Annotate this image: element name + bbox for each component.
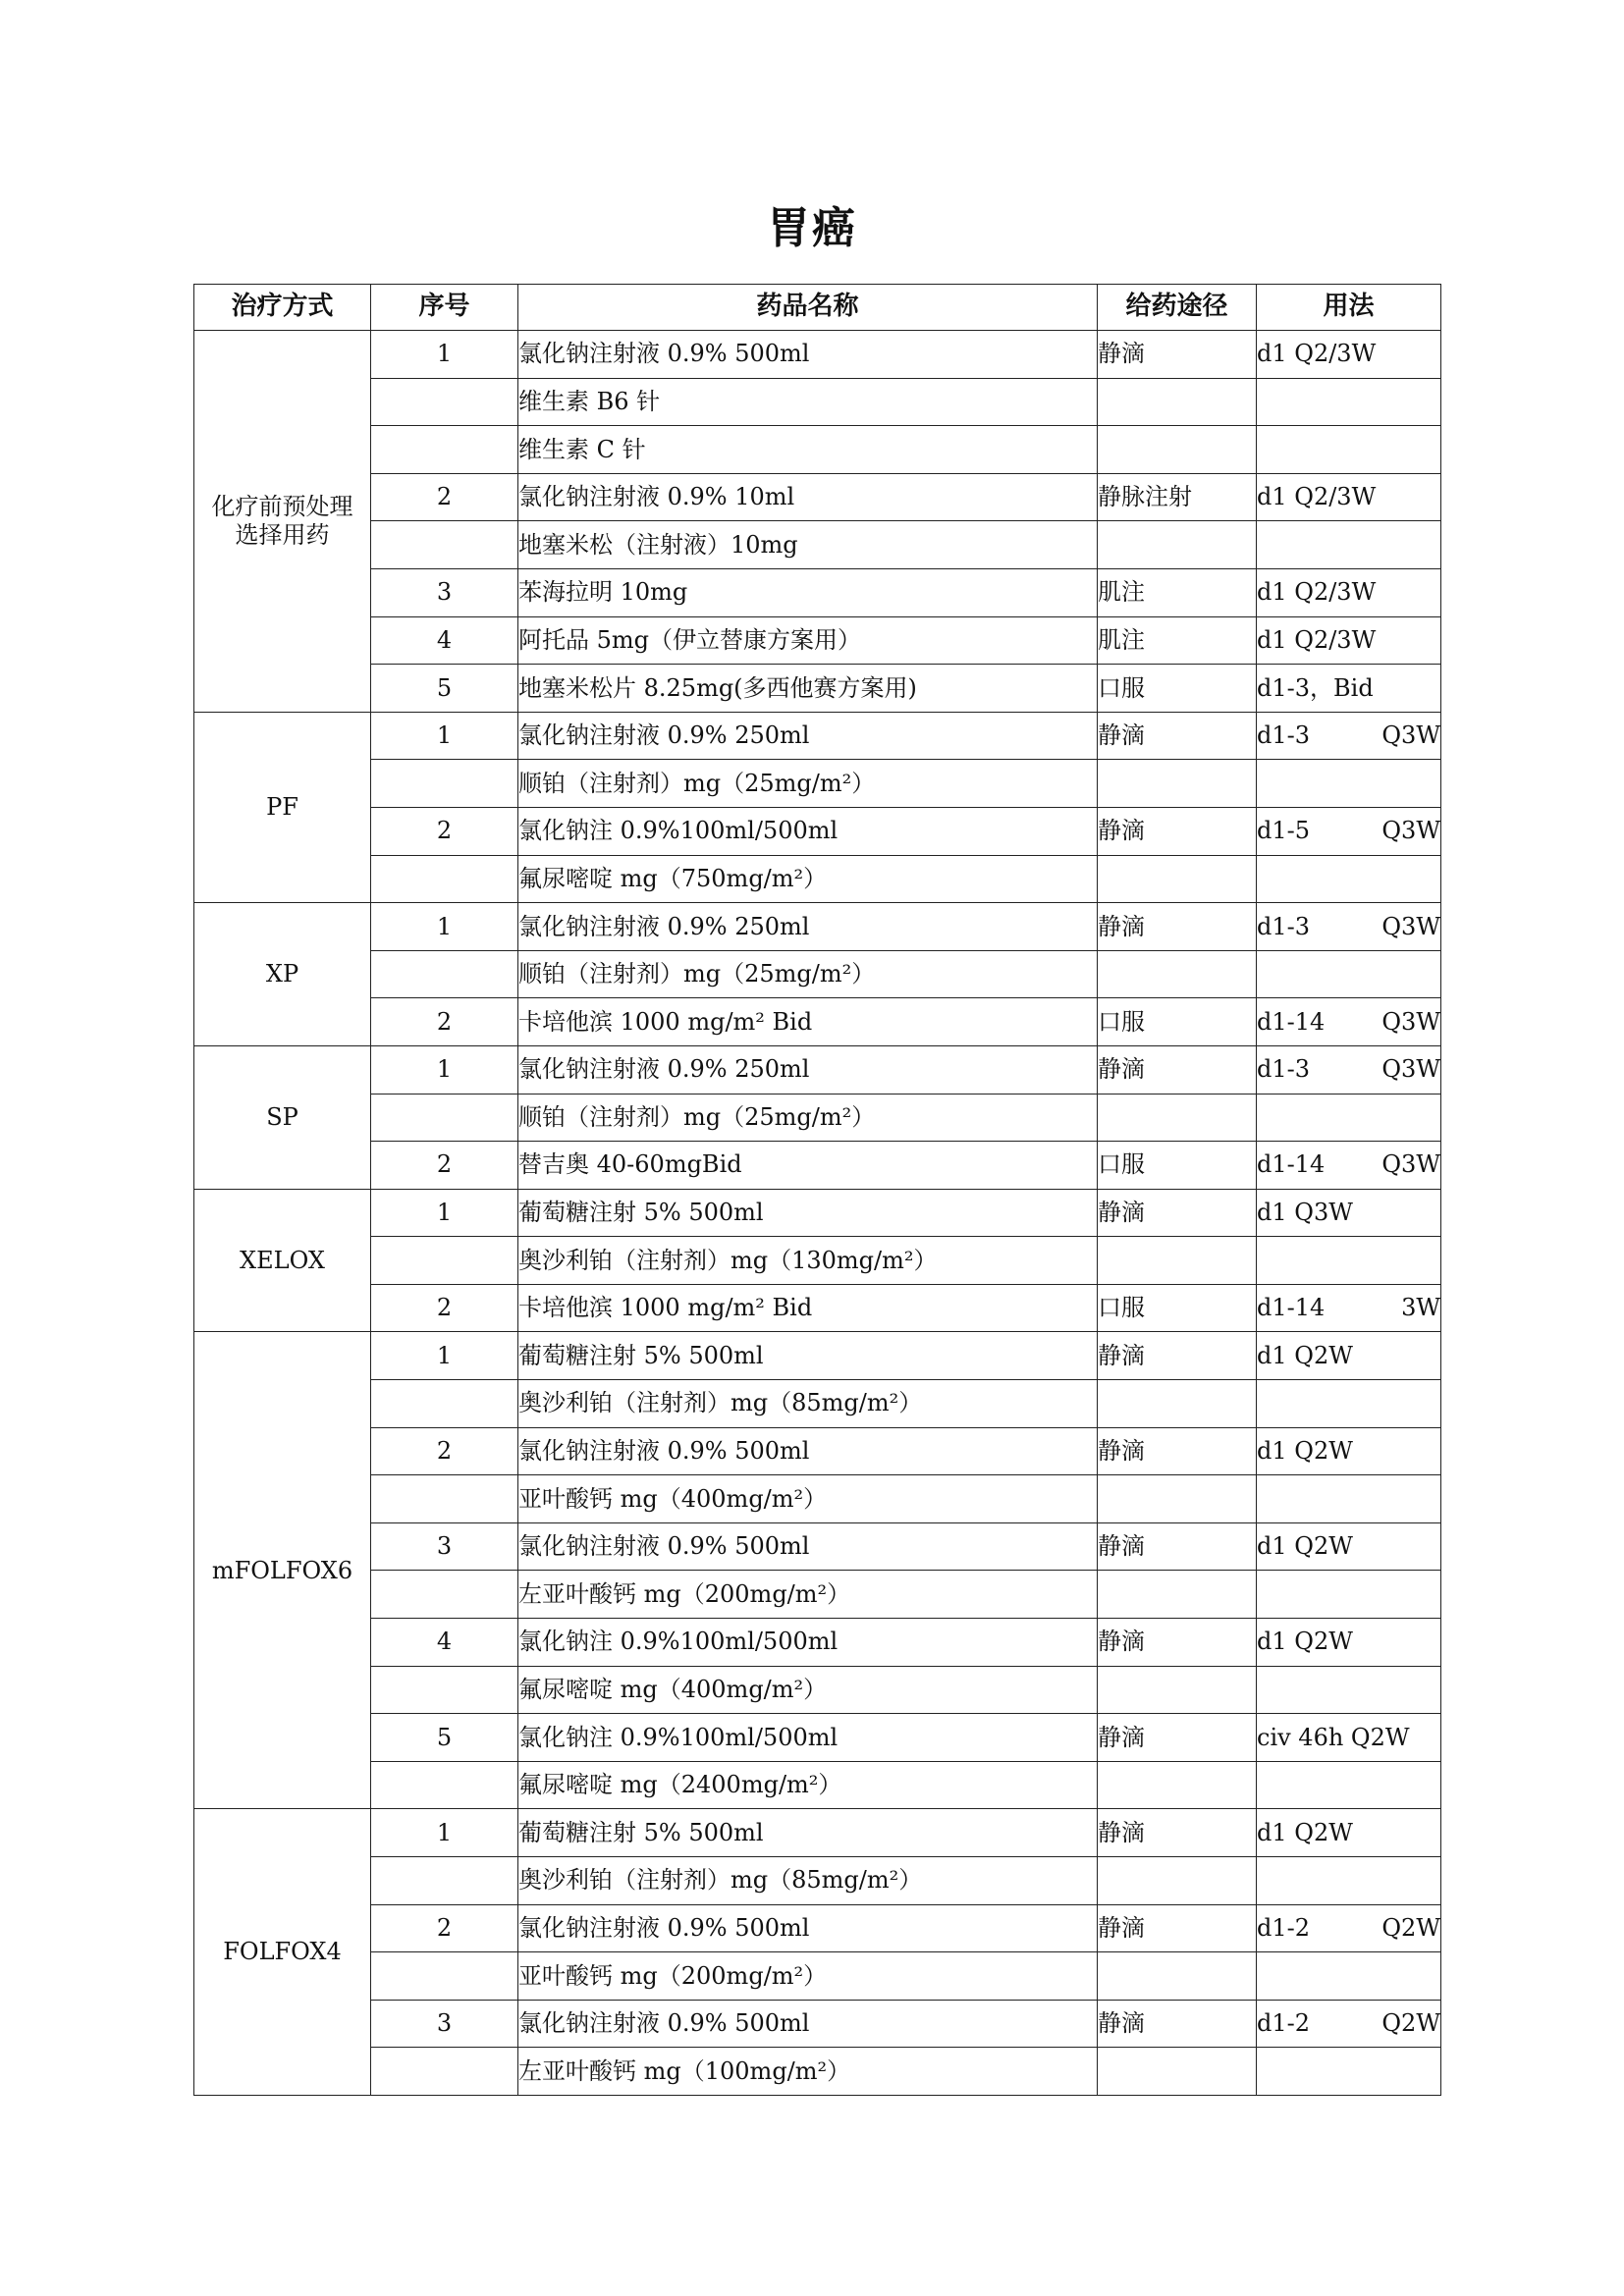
drug-name-cell: 替吉奥 40-60mgBid	[518, 1142, 1098, 1190]
usage-cell	[1257, 855, 1441, 903]
seq-cell	[371, 1761, 518, 1809]
table-row	[194, 1475, 1441, 1523]
usage-parts	[1257, 1008, 1440, 1037]
drug-name-cell: 维生素 C 针	[518, 426, 1098, 474]
usage-parts	[1257, 674, 1440, 703]
usage-cell	[1257, 1619, 1441, 1667]
table-row	[194, 1380, 1441, 1428]
drug-name-cell: 顺铂（注射剂）mg（25mg/m²）	[518, 950, 1098, 998]
usage-cell	[1257, 712, 1441, 760]
treatment-group-label: XELOX	[240, 1246, 325, 1274]
usage-parts	[1257, 1199, 1440, 1227]
drug-name-cell: 氯化钠注射液 0.9% 250ml	[518, 712, 1098, 760]
table-row	[194, 903, 1441, 951]
treatment-group-cell	[194, 331, 371, 713]
table-row	[194, 426, 1441, 474]
drug-name-cell: 氯化钠注射液 0.9% 500ml	[518, 1522, 1098, 1571]
usage-cell	[1257, 378, 1441, 426]
table-row	[194, 950, 1441, 998]
table-row	[194, 1666, 1441, 1714]
usage-cell	[1257, 1857, 1441, 1905]
route-cell: 静滴	[1098, 1904, 1257, 1952]
seq-cell: 1	[371, 1332, 518, 1380]
seq-cell: 1	[371, 1189, 518, 1237]
table-row	[194, 665, 1441, 713]
seq-cell: 1	[371, 712, 518, 760]
usage-cell	[1257, 1189, 1441, 1237]
seq-cell	[371, 855, 518, 903]
usage-part: d1-3	[1257, 721, 1311, 750]
route-cell: 静脉注射	[1098, 473, 1257, 521]
treatment-group-cell	[194, 1332, 371, 1809]
drug-name-cell: 氯化钠注射液 0.9% 250ml	[518, 1045, 1098, 1094]
table-row	[194, 568, 1441, 616]
seq-cell: 3	[371, 568, 518, 616]
seq-cell	[371, 1571, 518, 1619]
route-cell	[1098, 2048, 1257, 2096]
usage-cell	[1257, 1475, 1441, 1523]
drug-name-cell: 葡萄糖注射 5% 500ml	[518, 1809, 1098, 1857]
route-cell	[1098, 1237, 1257, 1285]
usage-parts	[1257, 626, 1440, 655]
drug-name-cell: 氯化钠注射液 0.9% 500ml	[518, 1904, 1098, 1952]
treatment-group-label: 选择用药	[235, 520, 330, 549]
usage-cell	[1257, 1142, 1441, 1190]
drug-name-cell: 阿托品 5mg（伊立替康方案用）	[518, 616, 1098, 665]
usage-cell	[1257, 665, 1441, 713]
seq-cell: 2	[371, 1142, 518, 1190]
seq-cell: 2	[371, 807, 518, 855]
seq-cell: 1	[371, 1045, 518, 1094]
usage-parts	[1257, 817, 1440, 845]
treatment-group-cell	[194, 712, 371, 902]
usage-part: d1 Q2W	[1257, 1818, 1353, 1846]
usage-cell	[1257, 426, 1441, 474]
table-row	[194, 616, 1441, 665]
usage-cell	[1257, 521, 1441, 569]
route-cell	[1098, 1475, 1257, 1523]
usage-cell	[1257, 950, 1441, 998]
seq-cell	[371, 2048, 518, 2096]
seq-cell: 3	[371, 2000, 518, 2048]
table-row	[194, 1952, 1441, 2001]
seq-cell: 4	[371, 1619, 518, 1667]
usage-cell	[1257, 1237, 1441, 1285]
usage-part: d1 Q2W	[1257, 1341, 1353, 1369]
table-row	[194, 1237, 1441, 1285]
usage-part: d1-14	[1257, 1007, 1326, 1036]
usage-parts	[1257, 340, 1440, 368]
drug-name-cell: 亚叶酸钙 mg（400mg/m²）	[518, 1475, 1098, 1523]
seq-cell	[371, 1666, 518, 1714]
table-row	[194, 378, 1441, 426]
route-cell: 静滴	[1098, 1189, 1257, 1237]
table-header-row	[194, 285, 1441, 331]
table-row	[194, 1332, 1441, 1380]
usage-part: d1 Q2/3W	[1257, 340, 1377, 368]
header-drug: 药品名称	[518, 285, 1098, 331]
drug-name-cell: 卡培他滨 1000 mg/m² Bid	[518, 1284, 1098, 1332]
usage-part: d1-3，Bid	[1257, 673, 1374, 702]
regimen-table	[193, 284, 1441, 2096]
table-row	[194, 1761, 1441, 1809]
usage-part: d1-14	[1257, 1150, 1326, 1179]
seq-cell	[371, 760, 518, 808]
table-row	[194, 1619, 1441, 1667]
seq-cell: 5	[371, 665, 518, 713]
usage-cell	[1257, 616, 1441, 665]
usage-parts	[1257, 1724, 1440, 1752]
route-cell: 口服	[1098, 1142, 1257, 1190]
usage-cell	[1257, 760, 1441, 808]
table-row	[194, 1571, 1441, 1619]
route-cell: 口服	[1098, 998, 1257, 1046]
route-cell	[1098, 1952, 1257, 2001]
usage-part: d1-14	[1257, 1294, 1326, 1322]
route-cell	[1098, 1761, 1257, 1809]
usage-cell	[1257, 2000, 1441, 2048]
table-row	[194, 807, 1441, 855]
seq-cell	[371, 426, 518, 474]
drug-name-cell: 左亚叶酸钙 mg（100mg/m²）	[518, 2048, 1098, 2096]
route-cell	[1098, 1094, 1257, 1142]
table-row	[194, 1522, 1441, 1571]
drug-name-cell: 左亚叶酸钙 mg（200mg/m²）	[518, 1571, 1098, 1619]
header-route: 给药途径	[1098, 285, 1257, 331]
drug-name-cell: 氯化钠注射液 0.9% 250ml	[518, 903, 1098, 951]
usage-part: d1 Q2W	[1257, 1437, 1353, 1466]
drug-name-cell: 地塞米松片 8.25mg(多西他赛方案用)	[518, 665, 1098, 713]
route-cell: 肌注	[1098, 616, 1257, 665]
treatment-group-cell	[194, 1189, 371, 1332]
usage-parts	[1257, 1628, 1440, 1656]
usage-cell	[1257, 1522, 1441, 1571]
route-cell	[1098, 855, 1257, 903]
table-row	[194, 521, 1441, 569]
header-seq: 序号	[371, 285, 518, 331]
usage-part: Q2W	[1381, 1913, 1440, 1942]
route-cell: 静滴	[1098, 1332, 1257, 1380]
usage-parts	[1257, 2009, 1440, 2038]
drug-name-cell: 氯化钠注射液 0.9% 500ml	[518, 1427, 1098, 1475]
usage-part: Q2W	[1381, 2009, 1440, 2038]
usage-parts	[1257, 1055, 1440, 1084]
usage-part: civ 46h Q2W	[1257, 1723, 1410, 1751]
usage-parts	[1257, 483, 1440, 511]
usage-part: Q3W	[1381, 1007, 1440, 1036]
table-row	[194, 1904, 1441, 1952]
treatment-group-cell	[194, 1045, 371, 1189]
table-row	[194, 1189, 1441, 1237]
seq-cell: 2	[371, 998, 518, 1046]
table-row	[194, 2000, 1441, 2048]
usage-part: Q3W	[1381, 912, 1440, 940]
drug-name-cell: 维生素 B6 针	[518, 378, 1098, 426]
usage-parts	[1257, 1437, 1440, 1466]
usage-cell	[1257, 1332, 1441, 1380]
seq-cell	[371, 1094, 518, 1142]
drug-name-cell: 氟尿嘧啶 mg（400mg/m²）	[518, 1666, 1098, 1714]
route-cell: 静滴	[1098, 331, 1257, 379]
seq-cell	[371, 1952, 518, 2001]
usage-cell	[1257, 1380, 1441, 1428]
usage-parts	[1257, 578, 1440, 607]
usage-part: d1 Q2W	[1257, 1532, 1353, 1561]
treatment-group-label: XP	[265, 960, 299, 988]
usage-cell	[1257, 1952, 1441, 2001]
table-row	[194, 1284, 1441, 1332]
usage-cell	[1257, 1284, 1441, 1332]
seq-cell: 2	[371, 473, 518, 521]
route-cell: 静滴	[1098, 1619, 1257, 1667]
table-row	[194, 1427, 1441, 1475]
usage-part: d1-3	[1257, 1055, 1311, 1084]
table-row	[194, 760, 1441, 808]
usage-cell	[1257, 1761, 1441, 1809]
usage-cell	[1257, 998, 1441, 1046]
drug-name-cell: 卡培他滨 1000 mg/m² Bid	[518, 998, 1098, 1046]
drug-name-cell: 奥沙利铂（注射剂）mg（130mg/m²）	[518, 1237, 1098, 1285]
usage-cell	[1257, 568, 1441, 616]
drug-name-cell: 葡萄糖注射 5% 500ml	[518, 1332, 1098, 1380]
usage-cell	[1257, 1809, 1441, 1857]
route-cell	[1098, 378, 1257, 426]
treatment-group-cell	[194, 1809, 371, 2096]
route-cell: 静滴	[1098, 903, 1257, 951]
usage-cell	[1257, 1094, 1441, 1142]
route-cell: 肌注	[1098, 568, 1257, 616]
usage-part: d1 Q3W	[1257, 1199, 1353, 1227]
usage-cell	[1257, 473, 1441, 521]
usage-cell	[1257, 1714, 1441, 1762]
route-cell	[1098, 521, 1257, 569]
route-cell	[1098, 1571, 1257, 1619]
drug-name-cell: 氯化钠注 0.9%100ml/500ml	[518, 1714, 1098, 1762]
seq-cell: 3	[371, 1522, 518, 1571]
drug-name-cell: 氟尿嘧啶 mg（2400mg/m²）	[518, 1761, 1098, 1809]
usage-part: d1 Q2W	[1257, 1628, 1353, 1656]
table-row	[194, 331, 1441, 379]
usage-part: d1-2	[1257, 1913, 1311, 1942]
route-cell: 静滴	[1098, 1522, 1257, 1571]
route-cell	[1098, 760, 1257, 808]
seq-cell: 4	[371, 616, 518, 665]
usage-parts	[1257, 1819, 1440, 1847]
seq-cell	[371, 521, 518, 569]
treatment-group-label: mFOLFOX6	[211, 1556, 353, 1584]
drug-name-cell: 苯海拉明 10mg	[518, 568, 1098, 616]
drug-name-cell: 氯化钠注射液 0.9% 500ml	[518, 2000, 1098, 2048]
table-row	[194, 1045, 1441, 1094]
drug-name-cell: 氟尿嘧啶 mg（750mg/m²）	[518, 855, 1098, 903]
route-cell: 静滴	[1098, 1714, 1257, 1762]
usage-part: d1-2	[1257, 2009, 1311, 2038]
route-cell: 静滴	[1098, 1809, 1257, 1857]
usage-cell	[1257, 903, 1441, 951]
table-row	[194, 1094, 1441, 1142]
usage-part: d1-5	[1257, 817, 1311, 845]
usage-cell	[1257, 1045, 1441, 1094]
table-row	[194, 1809, 1441, 1857]
usage-part: 3W	[1401, 1294, 1440, 1322]
usage-cell	[1257, 1904, 1441, 1952]
treatment-group-label: FOLFOX4	[223, 1938, 342, 1966]
seq-cell	[371, 950, 518, 998]
usage-parts	[1257, 1342, 1440, 1370]
usage-parts	[1257, 913, 1440, 941]
table-row	[194, 1857, 1441, 1905]
usage-cell	[1257, 1571, 1441, 1619]
route-cell: 静滴	[1098, 807, 1257, 855]
drug-name-cell: 地塞米松（注射液）10mg	[518, 521, 1098, 569]
seq-cell: 1	[371, 331, 518, 379]
route-cell: 静滴	[1098, 712, 1257, 760]
table-row	[194, 1714, 1441, 1762]
page-title: 胃癌	[767, 203, 857, 253]
drug-name-cell: 奥沙利铂（注射剂）mg（85mg/m²）	[518, 1380, 1098, 1428]
treatment-group-label: PF	[266, 793, 298, 822]
table-row	[194, 1142, 1441, 1190]
seq-cell	[371, 1237, 518, 1285]
table-row	[194, 2048, 1441, 2096]
seq-cell	[371, 1380, 518, 1428]
usage-part: d1-3	[1257, 912, 1311, 940]
drug-name-cell: 奥沙利铂（注射剂）mg（85mg/m²）	[518, 1857, 1098, 1905]
seq-cell: 2	[371, 1904, 518, 1952]
usage-parts	[1257, 1532, 1440, 1561]
usage-parts	[1257, 1914, 1440, 1943]
seq-cell	[371, 1857, 518, 1905]
usage-part: Q3W	[1381, 1150, 1440, 1179]
usage-parts	[1257, 1150, 1440, 1179]
seq-cell: 2	[371, 1284, 518, 1332]
treatment-group-cell	[194, 903, 371, 1046]
header-usage: 用法	[1257, 285, 1441, 331]
seq-cell: 2	[371, 1427, 518, 1475]
seq-cell: 1	[371, 1809, 518, 1857]
drug-name-cell: 葡萄糖注射 5% 500ml	[518, 1189, 1098, 1237]
drug-name-cell: 氯化钠注 0.9%100ml/500ml	[518, 807, 1098, 855]
usage-parts	[1257, 721, 1440, 750]
usage-parts	[1257, 1294, 1440, 1322]
usage-part: Q3W	[1381, 817, 1440, 845]
route-cell	[1098, 1857, 1257, 1905]
route-cell: 静滴	[1098, 1045, 1257, 1094]
table-row	[194, 998, 1441, 1046]
usage-part: d1 Q2/3W	[1257, 625, 1377, 654]
route-cell: 静滴	[1098, 1427, 1257, 1475]
usage-cell	[1257, 1427, 1441, 1475]
usage-part: Q3W	[1381, 1055, 1440, 1084]
usage-part: Q3W	[1381, 721, 1440, 750]
seq-cell: 1	[371, 903, 518, 951]
treatment-group-label: SP	[266, 1102, 298, 1131]
drug-name-cell: 亚叶酸钙 mg（200mg/m²）	[518, 1952, 1098, 2001]
drug-name-cell: 顺铂（注射剂）mg（25mg/m²）	[518, 760, 1098, 808]
drug-name-cell: 氯化钠注射液 0.9% 500ml	[518, 331, 1098, 379]
seq-cell: 5	[371, 1714, 518, 1762]
route-cell: 静滴	[1098, 2000, 1257, 2048]
drug-name-cell: 氯化钠注 0.9%100ml/500ml	[518, 1619, 1098, 1667]
table-row	[194, 712, 1441, 760]
treatment-group-label: 化疗前预处理	[211, 493, 353, 521]
usage-cell	[1257, 807, 1441, 855]
route-cell: 口服	[1098, 1284, 1257, 1332]
table-row	[194, 473, 1441, 521]
route-cell	[1098, 1666, 1257, 1714]
table-body	[194, 331, 1441, 2096]
route-cell	[1098, 950, 1257, 998]
drug-name-cell: 顺铂（注射剂）mg（25mg/m²）	[518, 1094, 1098, 1142]
drug-name-cell: 氯化钠注射液 0.9% 10ml	[518, 473, 1098, 521]
route-cell	[1098, 426, 1257, 474]
header-treatment: 治疗方式	[194, 285, 371, 331]
usage-part: d1 Q2/3W	[1257, 483, 1377, 511]
route-cell: 口服	[1098, 665, 1257, 713]
route-cell	[1098, 1380, 1257, 1428]
usage-part: d1 Q2/3W	[1257, 578, 1377, 607]
usage-cell	[1257, 2048, 1441, 2096]
usage-cell	[1257, 1666, 1441, 1714]
table-row	[194, 855, 1441, 903]
seq-cell	[371, 378, 518, 426]
seq-cell	[371, 1475, 518, 1523]
usage-cell	[1257, 331, 1441, 379]
